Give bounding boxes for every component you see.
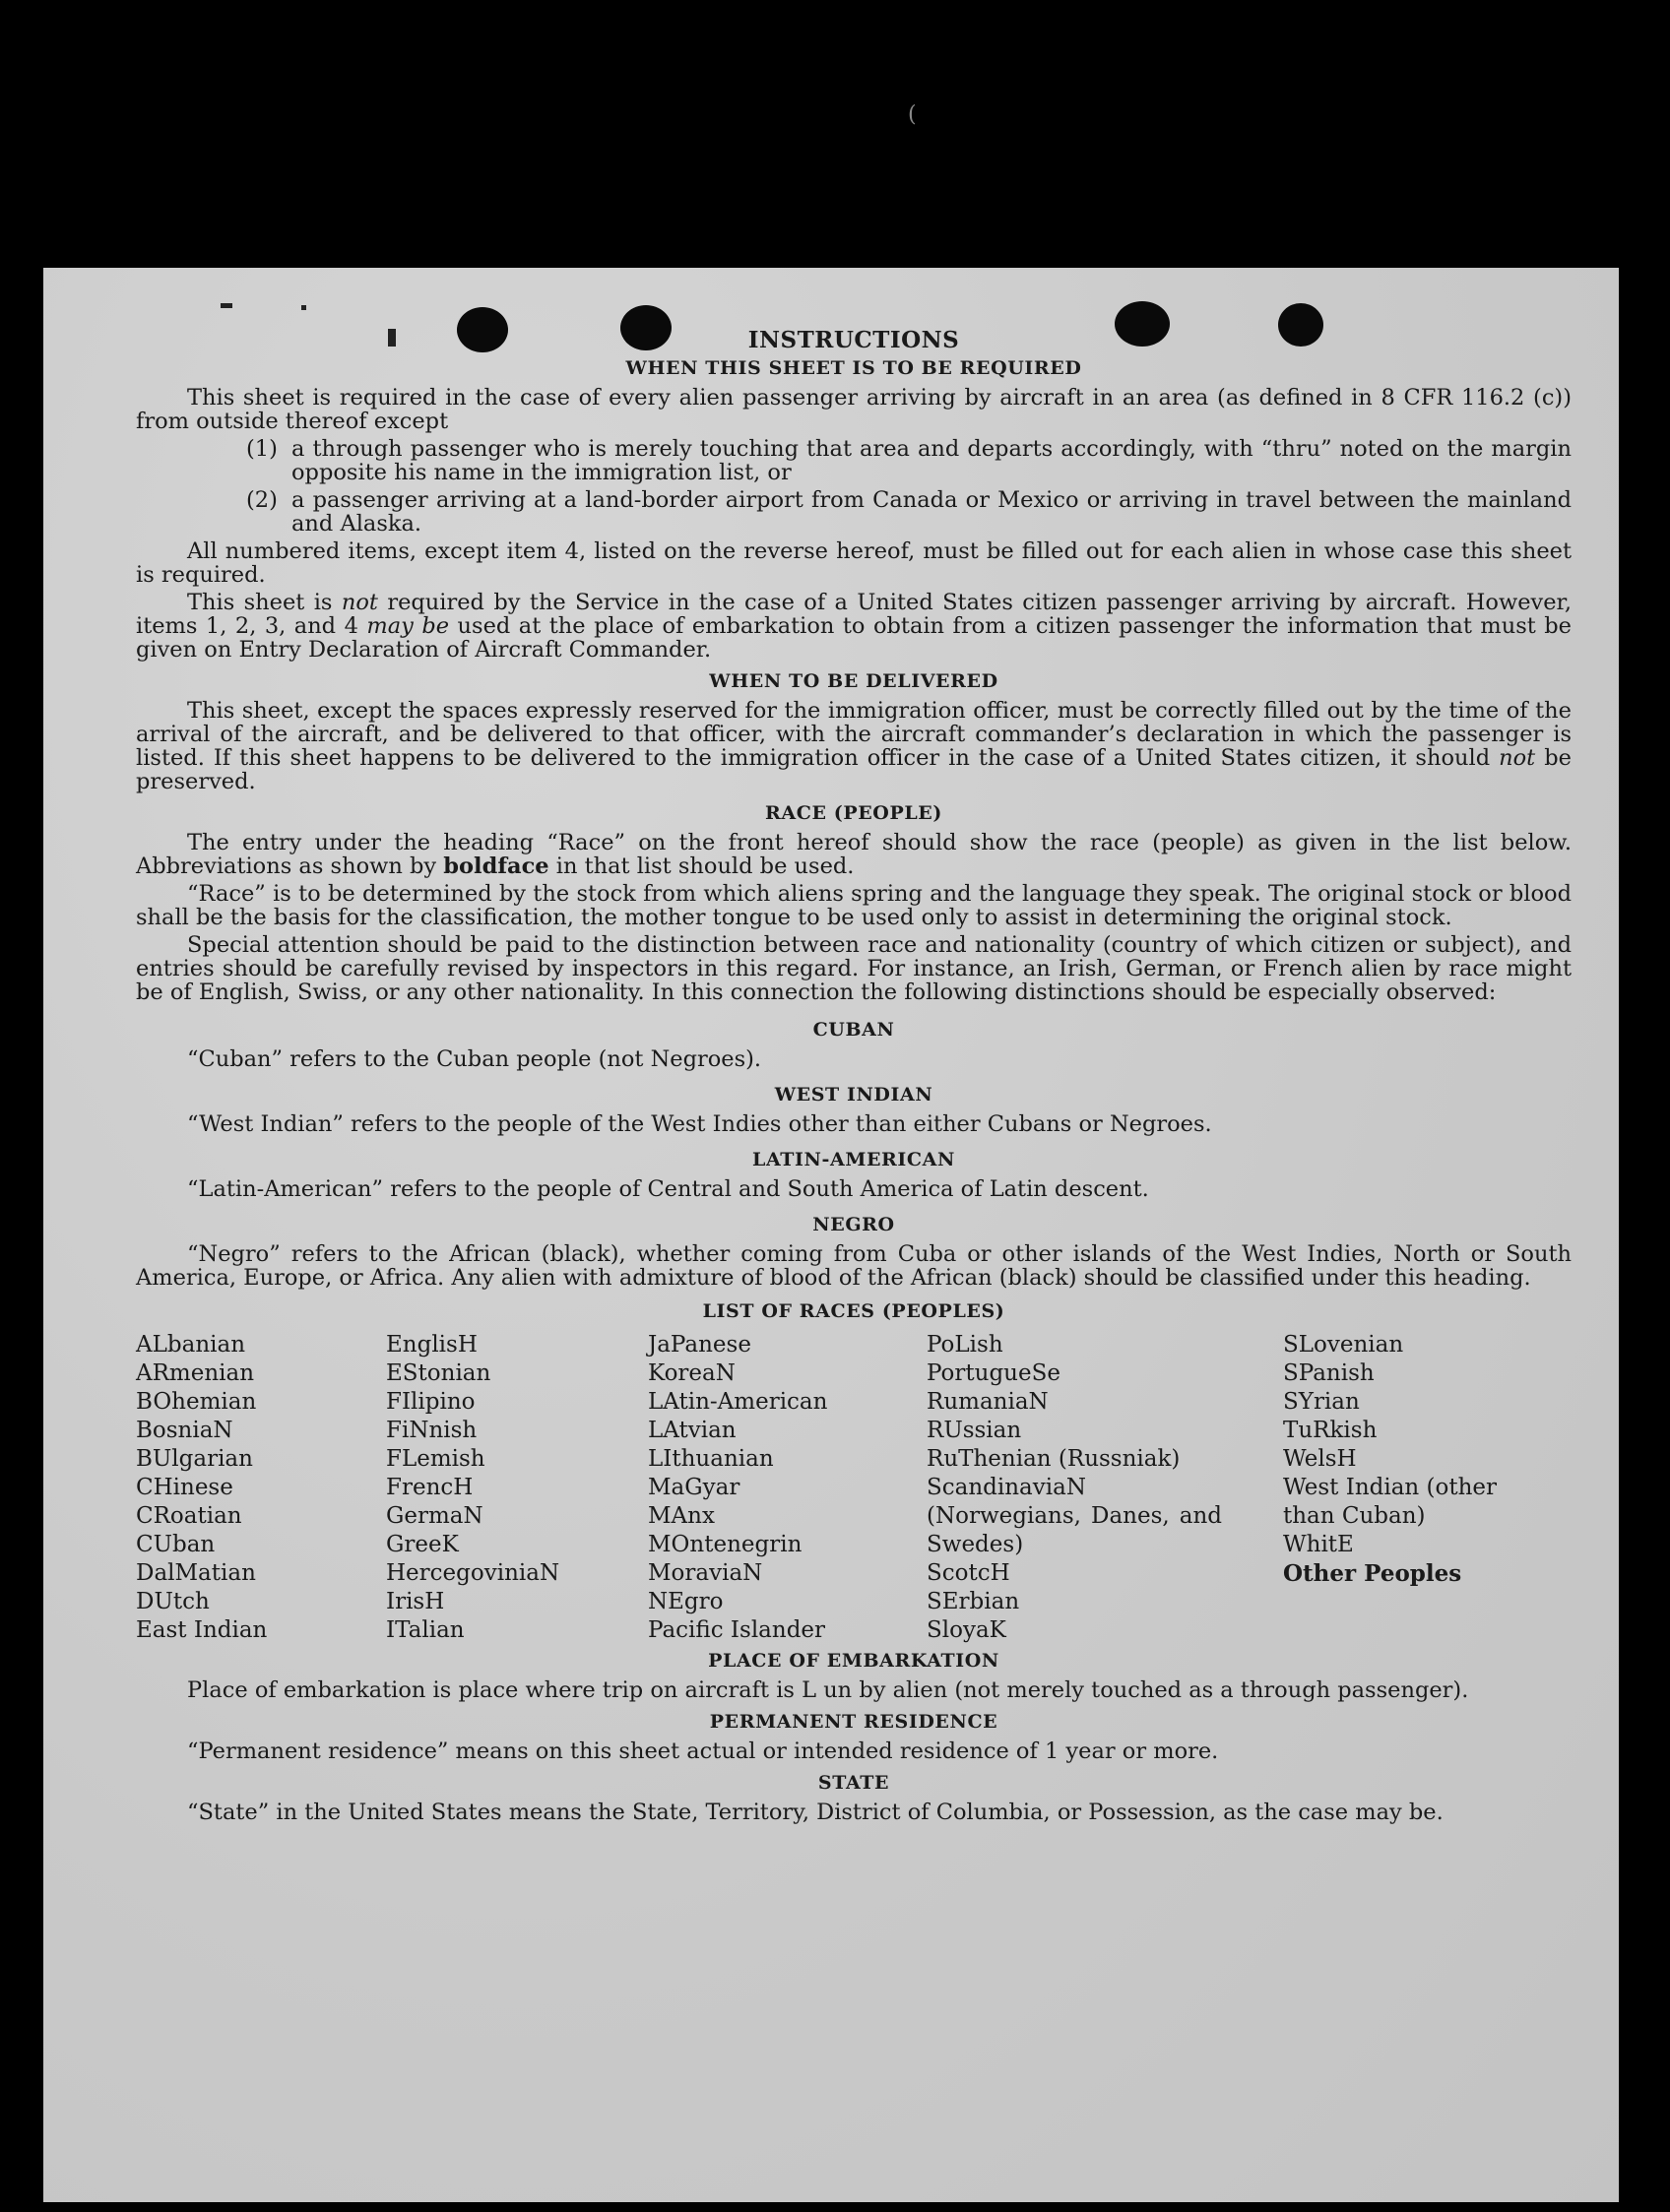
race-entry: PortugueSe (927, 1360, 1060, 1386)
races-column (927, 1331, 1283, 1645)
item-text: a passenger arriving at a land-border airport from Canada or Mexico or arriving in travel between the mainland and Alaska. (291, 487, 1572, 537)
races-column (1283, 1331, 1572, 1645)
race-entry: LAtvian (648, 1418, 737, 1443)
race-entry: WhitE (1283, 1532, 1354, 1557)
race-entry: CRoatian (136, 1503, 242, 1529)
races-heading: LIST OF RACES (PEOPLES) (702, 1300, 1005, 1322)
race-entry: HercegoviniaN (386, 1560, 560, 1586)
item-number: (1) (246, 436, 278, 462)
paragraph: Place of embarkation is place where trip on aircraft is L un by alien (not merely touched as a through passenger). (187, 1677, 1469, 1703)
paragraph: This sheet is not required by the Service in the case of a United States citizen passenger arriving by aircraft. However, items 1, 2, 3, and 4 may be used at the place of embarkation to obtain from a citizen passenger the information that must be given on Entry Declaration of Aircraft Commander. (136, 590, 1572, 663)
race-entry: SLovenian (1283, 1332, 1404, 1358)
race-entry: PoLish (927, 1332, 1003, 1358)
race-entry: RUssian (927, 1418, 1022, 1443)
definition-text: “Cuban” refers to the Cuban people (not Negroes). (187, 1046, 762, 1072)
race-entry: LAtin-American (648, 1389, 828, 1415)
race-entry: RumaniaN (927, 1389, 1049, 1415)
race-entry: FiNnish (386, 1418, 478, 1443)
section-heading: WHEN TO BE DELIVERED (709, 670, 998, 692)
stray-mark: ( (908, 102, 917, 127)
document-sheet (43, 268, 1619, 2202)
race-entry: TuRkish (1283, 1418, 1378, 1443)
race-entry: BosniaN (136, 1418, 233, 1443)
race-entry: FrencH (386, 1475, 474, 1500)
paragraph: Special attention should be paid to the distinction between race and nationality (country of which citizen or subject), and entries should be carefully revised by inspectors in this regard. For instance, an Irish, German, or French alien by race might be of English, Swiss, or any other nationality. In this connection the following distinctions should be especially observed: (136, 932, 1572, 1005)
race-entry: CUban (136, 1532, 216, 1557)
definition-text: “Negro” refers to the African (black), whether coming from Cuba or other islands of the West Indies, North or South America, Europe, or Africa. Any alien with admixture of blood of the African (black) should be classified under this heading. (136, 1241, 1572, 1291)
race-entry: MoraviaN (648, 1560, 763, 1586)
list-item (246, 437, 1572, 484)
paragraph: “State” in the United States means the State, Territory, District of Columbia, or Possession, as the case may be. (187, 1800, 1444, 1825)
paragraph: This sheet, except the spaces expressly reserved for the immigration officer, must be correctly filled out by the time of the arrival of the aircraft, and be delivered to that officer, with the aircraft commander’s declaration in which the passenger is listed. If this sheet happens to be delivered to the immigration officer in the case of a United States citizen, it should not be preserved. (136, 698, 1572, 794)
race-entry: BOhemian (136, 1389, 257, 1415)
race-entry: CHinese (136, 1475, 233, 1500)
list-item (246, 488, 1572, 536)
races-list (136, 1331, 1572, 1645)
race-entry: SErbian (927, 1589, 1020, 1614)
race-entry: DalMatian (136, 1560, 256, 1586)
item-number: (2) (246, 487, 278, 513)
race-entry: DUtch (136, 1589, 210, 1614)
paragraph: All numbered items, except item 4, listed on the reverse hereof, must be filled out for each alien in whose case this sheet is required. (136, 538, 1572, 588)
races-column (136, 1331, 386, 1645)
race-entry: Pacific Islander (648, 1617, 826, 1643)
definition-heading: WEST INDIAN (774, 1084, 933, 1106)
race-entry: LIthuanian (648, 1446, 774, 1472)
paragraph: The entry under the heading “Race” on the front hereof should show the race (people) as given in the list below. Abbreviations as shown by boldface in that list should be used. (136, 830, 1572, 879)
race-entry: MaGyar (648, 1475, 740, 1500)
race-entry: GermaN (386, 1503, 483, 1529)
definition-heading: CUBAN (812, 1019, 895, 1041)
race-entry: EnglisH (386, 1332, 478, 1358)
section-heading: PERMANENT RESIDENCE (709, 1711, 998, 1733)
section-heading: WHEN THIS SHEET IS TO BE REQUIRED (625, 357, 1082, 379)
instructions-content (136, 329, 1572, 1828)
race-entry: ITalian (386, 1617, 465, 1643)
race-entry: MOntenegrin (648, 1532, 803, 1557)
definition-text: “West Indian” refers to the people of the West Indies other than either Cubans or Negroes. (187, 1111, 1212, 1137)
race-entry: SPanish (1283, 1360, 1375, 1386)
definition-heading: LATIN-AMERICAN (752, 1149, 955, 1170)
race-entry: JaPanese (648, 1332, 751, 1358)
race-entry: SYrian (1283, 1389, 1360, 1415)
paragraph: “Race” is to be determined by the stock from which aliens spring and the language they speak. The original stock or blood shall be the basis for the classification, the mother tongue to be used only to assist in determining the original stock. (136, 881, 1572, 930)
race-entry: EStonian (386, 1360, 491, 1386)
race-entry: BUlgarian (136, 1446, 253, 1472)
race-entry: ALbanian (136, 1332, 246, 1358)
race-entry: IrisH (386, 1589, 445, 1614)
ink-speck (301, 305, 306, 310)
race-entry: RuThenian (Russniak) (927, 1446, 1181, 1472)
race-entry: ScotcH (927, 1560, 1010, 1586)
page-title: INSTRUCTIONS (747, 327, 960, 353)
paragraph: This sheet is required in the case of every alien passenger arriving by aircraft in an area (as defined in 8 CFR 116.2 (c)) from outside thereof except (136, 385, 1572, 434)
section-heading: RACE (PEOPLE) (765, 802, 942, 824)
race-entry: WelsH (1283, 1446, 1357, 1472)
race-entry: FIlipino (386, 1389, 476, 1415)
item-text: a through passenger who is merely touching that area and departs accordingly, with “thru” noted on the margin opposite his name in the immigration list, or (291, 436, 1572, 485)
section-heading: STATE (817, 1772, 890, 1794)
race-entry: West Indian (other than Cuban) (1283, 1475, 1498, 1529)
race-entry: East Indian (136, 1617, 268, 1643)
race-entry: FLemish (386, 1446, 485, 1472)
race-entry: ARmenian (136, 1360, 255, 1386)
race-entry: GreeK (386, 1532, 459, 1557)
races-column (386, 1331, 648, 1645)
races-column (648, 1331, 927, 1645)
race-entry: MAnx (648, 1503, 715, 1529)
section-heading: PLACE OF EMBARKATION (708, 1650, 999, 1672)
definition-heading: NEGRO (812, 1214, 895, 1235)
race-entry: Other Peoples (1283, 1560, 1462, 1587)
paragraph: “Permanent residence” means on this sheet actual or intended residence of 1 year or more. (187, 1738, 1219, 1764)
definition-text: “Latin-American” refers to the people of Central and South America of Latin descent. (187, 1176, 1149, 1202)
race-entry: ScandinaviaN (Norwegians, Danes, and Swedes) (927, 1475, 1222, 1557)
ink-speck (221, 303, 232, 308)
race-entry: SloyaK (927, 1617, 1006, 1643)
race-entry: NEgro (648, 1589, 724, 1614)
race-entry: KoreaN (648, 1360, 736, 1386)
